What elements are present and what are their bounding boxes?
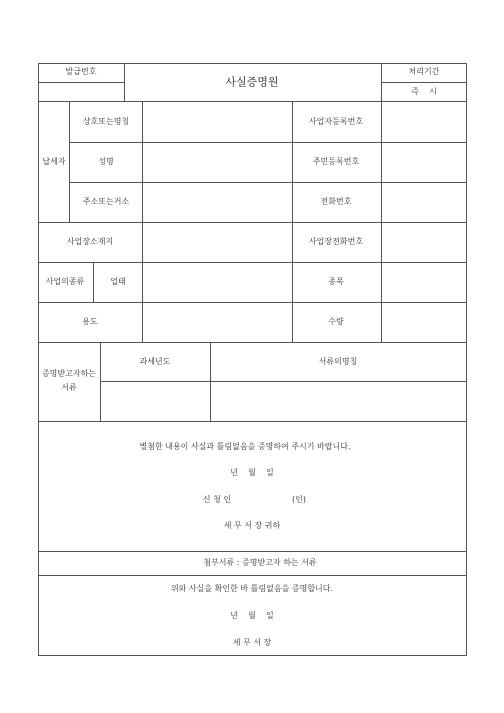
line-row-8	[100, 381, 467, 382]
purpose-label: 용도	[82, 317, 98, 326]
line-label-v1	[142, 101, 143, 342]
line-taxpayer-v	[69, 101, 70, 222]
line-row-7	[38, 342, 467, 343]
attachment-line: 첨부서류 : 증명받고자 하는 서류	[203, 558, 317, 567]
line-row-10	[38, 551, 467, 552]
tax-year-label: 과세년도	[139, 357, 171, 366]
request-statement: 별첨한 내용이 사실과 틀림없음을 증명하여 주시기 바랍니다.	[139, 442, 351, 451]
line-row-11	[38, 575, 467, 576]
trade-name-label: 상호또는명칭	[82, 117, 130, 126]
line-label-v2	[292, 101, 293, 342]
addressee: 세 무 서 장 귀하	[223, 521, 281, 530]
name-label: 성명	[98, 157, 114, 166]
processing-period-label: 처리기간	[408, 67, 440, 76]
resident-reg-no-label: 주민등록번호	[312, 157, 360, 166]
line-header-v2	[381, 63, 382, 101]
business-type-label: 사업의종류	[45, 277, 85, 286]
business-category-label: 업태	[110, 277, 126, 286]
border-right	[466, 63, 467, 656]
certification-statement: 위와 사실을 확인한 바 틀림없음을 증명합니다.	[170, 584, 334, 593]
line-docs-v2	[210, 342, 211, 421]
line-label-v3	[381, 101, 382, 342]
line-docs-v1	[100, 342, 101, 421]
line-row-1	[38, 101, 467, 102]
seal-label: (인)	[292, 495, 306, 504]
phone-label: 전화번호	[320, 197, 352, 206]
date-line-1: 년 월 일	[230, 468, 274, 477]
border-bottom	[38, 655, 467, 656]
line-row-6	[38, 302, 467, 303]
issue-number-label: 발급번호	[65, 67, 97, 76]
line-biztype-v	[93, 262, 94, 302]
address-label: 주소또는거소	[82, 197, 130, 206]
border-top	[38, 63, 467, 64]
line-row-4	[38, 222, 467, 223]
doc-name-label: 서류의명칭	[318, 357, 358, 366]
docs-to-certify-label: 증명받고자하는 서류	[41, 369, 97, 392]
business-item-label: 종목	[328, 277, 344, 286]
line-header-v1	[124, 63, 125, 101]
line-header-right-mid	[381, 82, 467, 83]
border-left	[38, 63, 39, 656]
line-row-2	[69, 142, 467, 143]
business-phone-label: 사업장전화번호	[308, 237, 364, 246]
quantity-label: 수량	[328, 317, 344, 326]
date-line-2: 년 월 일	[230, 611, 274, 620]
processing-period-value: 즉 시	[411, 87, 437, 96]
office-head: 세 무 서 장	[232, 638, 272, 647]
applicant-label: 신 청 인	[202, 495, 232, 504]
line-row-5	[38, 262, 467, 263]
business-location-label: 사업장소재지	[66, 237, 114, 246]
line-row-9	[38, 421, 467, 422]
taxpayer-label: 납세자	[42, 157, 66, 166]
line-header-left-mid	[38, 82, 124, 83]
business-reg-no-label: 사업자등록번호	[308, 117, 364, 126]
form-title: 사실증명원	[225, 75, 279, 89]
line-row-3	[69, 182, 467, 183]
